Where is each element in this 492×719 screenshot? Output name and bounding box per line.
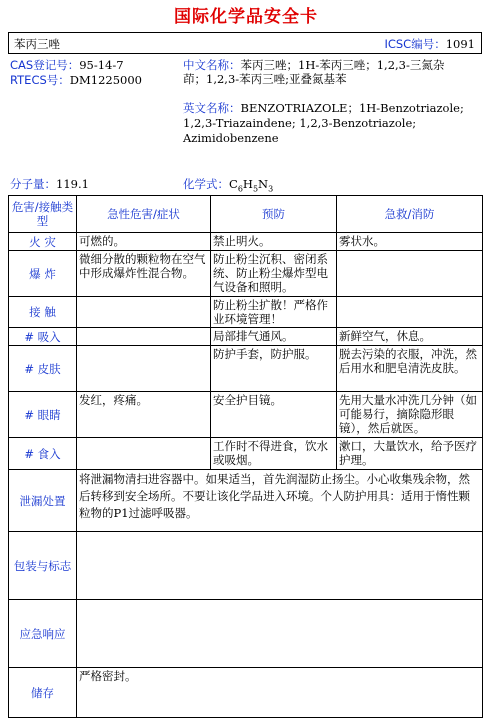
prevention-cell: 安全护目镜。 xyxy=(211,392,337,438)
header-bar xyxy=(8,32,482,54)
table-row xyxy=(9,346,483,392)
storage-label: 储存 xyxy=(9,668,77,718)
rtecs-label: RTECS号： xyxy=(10,73,70,87)
en-name-line-1 xyxy=(183,102,464,115)
firstaid-cell: 先用大量水冲洗几分钟（如可能易行，摘除隐形眼镜），然后就医。 xyxy=(337,392,483,438)
hazard-cell: 可燃的。 xyxy=(77,233,211,251)
row-type-contact: 接 触 xyxy=(9,297,77,328)
cas-line xyxy=(10,59,124,72)
prevention-cell: 防护手套，防护服。 xyxy=(211,346,337,392)
rtecs-line xyxy=(10,74,142,87)
table-header-row xyxy=(9,196,483,233)
en-name-3: Azimidobenzene xyxy=(183,131,279,145)
en-name-label: 英文名称： xyxy=(183,101,241,115)
en-name-1: BENZOTRIAZOLE；1H-Benzotriazole; xyxy=(240,101,464,115)
prevention-cell: 防止粉尘扩散！严格作业环境管理！ xyxy=(211,297,337,328)
col-header-prevention: 预防 xyxy=(211,196,337,233)
table-row xyxy=(9,251,483,297)
formula: $C_6H_5N_3$ xyxy=(229,177,274,194)
mw-label: 分子量： xyxy=(10,177,56,191)
firstaid-cell xyxy=(337,297,483,328)
table-row xyxy=(9,297,483,328)
prevention-cell: 工作时不得进食，饮水或吸烟。 xyxy=(211,438,337,470)
col-header-firstaid: 急救/消防 xyxy=(337,196,483,233)
storage-row xyxy=(9,668,483,718)
firstaid-cell: 脱去污染的衣服，冲洗，然后用水和肥皂清洗皮肤。 xyxy=(337,346,483,392)
table-row xyxy=(9,328,483,346)
row-type-explosion: 爆 炸 xyxy=(9,251,77,297)
table-row xyxy=(9,392,483,438)
cn-name-2: 茚；1,2,3-苯丙三唑;亚叠氮基苯 xyxy=(183,72,347,86)
icsc-number xyxy=(384,36,475,52)
prevention-cell: 防止粉尘沉积、密闭系统、防止粉尘爆炸型电气设备和照明。 xyxy=(211,251,337,297)
hazard-cell xyxy=(77,346,211,392)
prevention-cell: 局部排气通风。 xyxy=(211,328,337,346)
row-type-inhalation: # 吸入 xyxy=(9,328,77,346)
identifiers-block xyxy=(8,56,482,193)
hazard-cell: 微细分散的颗粒物在空气中形成爆炸性混合物。 xyxy=(77,251,211,297)
hazard-table xyxy=(8,195,483,718)
row-type-ingestion: # 食入 xyxy=(9,438,77,470)
hazard-cell xyxy=(77,297,211,328)
cas-label: CAS登记号： xyxy=(10,58,80,72)
cn-name-1: 苯丙三唑；1H-苯丙三唑；1,2,3-三氮杂 xyxy=(240,58,445,72)
packaging-label: 包装与标志 xyxy=(9,532,77,600)
firstaid-cell: 新鲜空气，休息。 xyxy=(337,328,483,346)
table-row xyxy=(9,438,483,470)
firstaid-cell: 雾状水。 xyxy=(337,233,483,251)
mw-line xyxy=(10,178,89,191)
firstaid-cell xyxy=(337,251,483,297)
hazard-cell xyxy=(77,438,211,470)
hazard-cell: 发红，疼痛。 xyxy=(77,392,211,438)
formula-line xyxy=(183,178,273,195)
hazard-cell xyxy=(77,328,211,346)
firstaid-cell: 漱口，大量饮水，给予医疗护理。 xyxy=(337,438,483,470)
icsc-value: 1091 xyxy=(445,37,475,51)
en-name-2: 1,2,3-Triazaindene; 1,2,3-Benzotriazole; xyxy=(183,116,417,130)
emergency-text xyxy=(77,600,483,668)
col-header-type: 危害/接触类型 xyxy=(9,196,77,233)
rtecs-value: DM1225000 xyxy=(69,73,142,87)
packaging-text xyxy=(77,532,483,600)
storage-text: 严格密封。 xyxy=(77,668,483,718)
formula-label: 化学式： xyxy=(183,177,229,191)
packaging-row xyxy=(9,532,483,600)
cn-name-line-1 xyxy=(183,59,444,72)
chemical-name: 苯丙三唑 xyxy=(14,37,60,51)
emergency-row xyxy=(9,600,483,668)
row-type-eyes: # 眼睛 xyxy=(9,392,77,438)
table-row xyxy=(9,233,483,251)
mw-value: 119.1 xyxy=(56,177,89,191)
cas-value: 95-14-7 xyxy=(79,58,124,72)
prevention-cell: 禁止明火。 xyxy=(211,233,337,251)
emergency-label: 应急响应 xyxy=(9,600,77,668)
spill-row xyxy=(9,470,483,532)
row-type-fire: 火 灾 xyxy=(9,233,77,251)
spill-text: 将泄漏物清扫进容器中。如果适当，首先润湿防止扬尘。小心收集残余物，然后转移到安全场所。不要让该化学品进入环境。个人防护用具：适用于惰性颗粒物的P1过滤呼吸器。 xyxy=(77,470,483,532)
cn-name-label: 中文名称： xyxy=(183,58,241,72)
row-type-skin: # 皮肤 xyxy=(9,346,77,392)
card-title: 国际化学品安全卡 xyxy=(174,7,318,27)
icsc-label: ICSC编号： xyxy=(384,37,446,51)
col-header-hazard: 急性危害/症状 xyxy=(77,196,211,233)
spill-label: 泄漏处置 xyxy=(9,470,77,532)
